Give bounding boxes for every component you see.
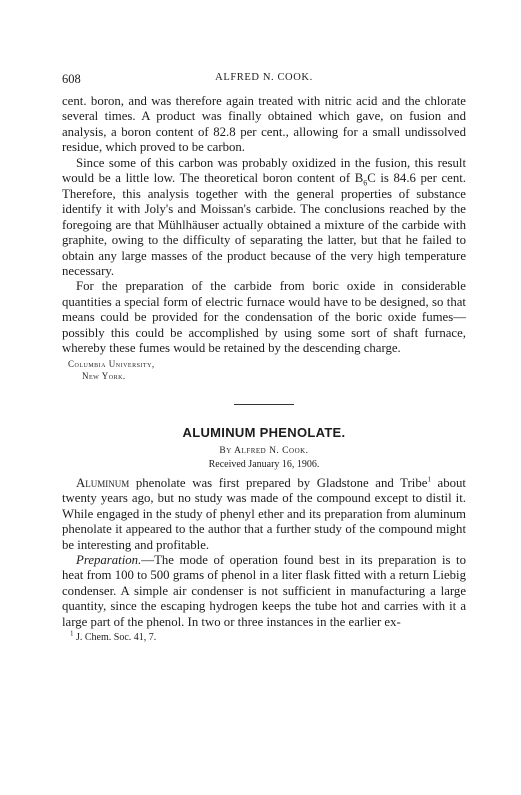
footnote: $^1$ J. Chem. Soc. 41, 7. [70, 629, 157, 644]
affiliation [62, 358, 466, 382]
footnote-ref: 1 [427, 475, 431, 484]
paragraph: Since some of this carbon was probably oxidized in the fusion, this result would be a little low. The theoretical boron content of $B_6C$ is 84.6 per cent. Therefore, this analysis together with the general properties of substance identify it with Joly's and Moissan's carbide. The conclusions reached by the foregoing are that Mühlhäuser actually obtained a mixture of the carbide with graphite, owing to the difficulty of separating the latter, but that he failed to obtain any large masses of the product because of the very high temperature necessary. [62, 155, 466, 278]
paragraph: For the preparation of the carbide from boric oxide in considerable quantities a special form of electric furnace would have to be designed, so that means could be provided for the condensation of the boric oxide fumes—possibly this could be accomplished by using some sort of shaft furnace, whereby these fumes would be retained by the descending charge. [62, 279, 466, 356]
page-header [62, 72, 466, 88]
article-byline: By Alfred N. Cook. [219, 445, 309, 456]
paragraph: cent. boron, and was therefore again treated with nitric acid and the chlorate several times. A product was finally obtained which gave, on fusion and analysis, a boron content of 82.8 per cent., allowing for a small undissolved residue, which proved to be carbon. [62, 94, 466, 155]
section-divider [234, 404, 294, 405]
paragraph: Preparation.—The mode of operation found best in its preparation is to heat from 100 to 500 grams of phenol in a liter flask fitted with a return Liebig condenser. A simple air condenser is not sufficient in manufacturing a large quantity, since the escaping hydrogen keeps the tube hot and carries with it a large part of the phenol. In two or three instances in the earlier ex- [62, 552, 466, 629]
affiliation-line: Columbia University, [68, 358, 155, 369]
received-date: Received January 16, 1906. [208, 458, 320, 470]
section-heading: Preparation. [76, 552, 142, 567]
lead-word: Aluminum [76, 475, 130, 490]
article-title: ALUMINUM PHENOLATE. [182, 424, 346, 440]
running-head: ALFRED N. COOK. [215, 72, 313, 83]
affiliation-line: New York. [82, 370, 126, 381]
paragraph: Aluminum phenolate was first prepared by Gladstone and Tribe$^1$ about twenty years ago, but no study was made of the compound except to distil it. While engaged in the study of phenyl ether and its preparation from aluminum phenolate it appeared to the author that a further study of the compound might be interesting and profitable. [62, 475, 466, 552]
page-body [62, 94, 466, 643]
page-number: 608 [62, 72, 81, 86]
